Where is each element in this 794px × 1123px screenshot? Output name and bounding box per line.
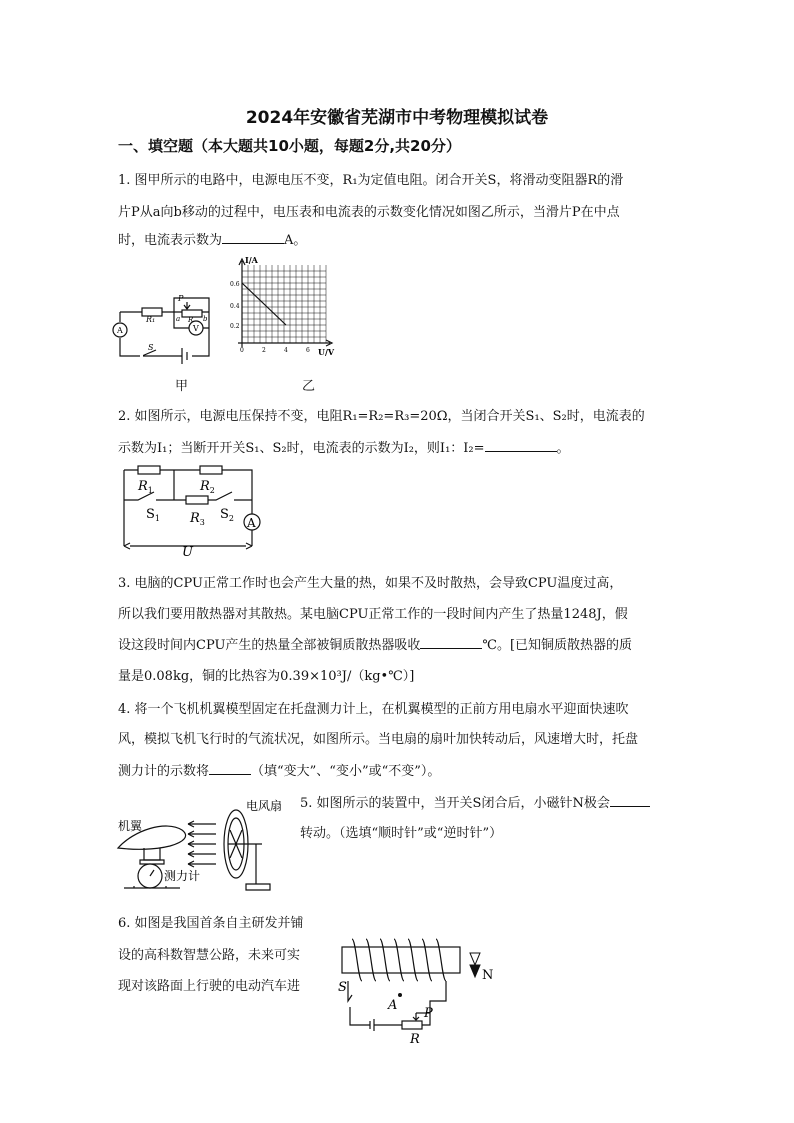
q1-label-s: S [148, 343, 154, 352]
q1-label-a: a [176, 315, 181, 323]
q6-line-1: 6. 如图是我国首条自主研发并铺 [118, 916, 304, 931]
q2-line-2 [118, 437, 570, 456]
q1-answer-blank[interactable] [222, 231, 284, 244]
q5-label-n: N [482, 968, 494, 983]
q1-line-3-unit: A。 [284, 233, 307, 248]
q5-answer-blank[interactable] [610, 794, 650, 807]
q1-graph-xlabel: U/V [318, 347, 335, 357]
q3-line-3 [118, 634, 632, 653]
q1-graph-ytick-0.6: 0.6 [230, 281, 240, 288]
q6-line-3: 现对该路面上行驶的电动汽车进 [118, 979, 301, 994]
q5-label-s: S [338, 980, 347, 995]
q2-label-r2: $R_2$ [200, 479, 215, 495]
q1-circuit-diagram [112, 288, 220, 364]
q1-line-2: 片P从a向b移动的过程中，电压表和电流表的示数变化情况如图乙所示，当滑片P在中点 [118, 205, 620, 220]
q2-label-r3: $R_3$ [190, 511, 205, 527]
q1-graph-ytick-0.4: 0.4 [230, 303, 240, 310]
q5-solenoid-figure [330, 925, 500, 1045]
q1-graph-xtick-6: 6 [306, 347, 310, 354]
q1-ammeter-label: A [117, 326, 123, 335]
q1-line-1: 1. 图甲所示的电路中，电源电压不变，R₁为定值电阻。闭合开关S，将滑动变阻器R的滑 [118, 173, 624, 188]
q2-answer-blank[interactable] [485, 439, 557, 452]
q1-label-r: R [188, 316, 194, 324]
q2-line-2-end: 。 [556, 441, 570, 456]
q3-line-3-end: ℃。[已知铜质散热器的质 [482, 638, 633, 653]
q3-line-3-text: 设这段时间内CPU产生的热量全部被铜质散热器吸收 [118, 638, 421, 653]
q3-line-4: 量是0.08kg，铜的比热容为0.39×10³J/（kg•℃）] [118, 669, 415, 684]
q5-label-r: R [410, 1032, 420, 1045]
q1-caption-b: 乙 [302, 379, 316, 394]
q4-line-2: 风，模拟飞机飞行时的气流状况，如图所示。当电扇的扇叶加快转动后，风速增大时，托盘 [118, 732, 639, 747]
q1-voltmeter-label: V [193, 324, 199, 333]
page-title: 2024年安徽省芜湖市中考物理模拟试卷 [245, 108, 549, 128]
q4-wing-fan-figure [104, 790, 294, 896]
q2-label-r1: $R_1$ [138, 479, 153, 495]
q1-line-3-text: 时，电流表示数为 [118, 233, 223, 248]
q5-label-a: A [388, 998, 398, 1013]
q3-line-1: 3. 电脑的CPU正常工作时也会产生大量的热，如果不及时散热，会导致CPU温度过高， [118, 576, 623, 591]
q4-label-scale: 测力计 [164, 869, 201, 883]
q2-label-u: U [182, 545, 193, 560]
q3-line-2: 所以我们要用散热器对其散热。某电脑CPU正常工作的一段时间内产生了热量1248J，假 [118, 607, 628, 622]
q3-answer-blank[interactable] [420, 636, 482, 649]
q4-label-wing: 机翼 [118, 819, 143, 833]
q5-line-2: 转动。（选填“顺时针”或“逆时针”） [300, 826, 503, 841]
section-heading: 一、填空题（本大题共10小题，每题2分,共20分） [118, 137, 461, 155]
q1-caption-a: 甲 [175, 379, 189, 394]
q4-line-1: 4. 将一个飞机机翼模型固定在托盘测力计上，在机翼模型的正前方用电扇水平迎面快速吹 [118, 702, 629, 717]
q2-label-s1: $S_1$ [146, 507, 160, 523]
q4-answer-blank[interactable] [209, 762, 251, 775]
q1-label-b: b [203, 315, 208, 323]
q2-label-s2: $S_2$ [220, 507, 234, 523]
q6-line-2: 设的高科数智慧公路，未来可实 [118, 948, 301, 963]
q1-graph-xtick-2: 2 [262, 347, 266, 354]
q5-label-p: P [424, 1006, 433, 1021]
q1-graph-ylabel: I/A [245, 255, 258, 265]
q4-line-3-text: 测力计的示数将 [118, 764, 210, 779]
q2-ammeter-label: A [247, 516, 256, 530]
q5-line-1 [300, 792, 650, 811]
q5-line-1-text: 5. 如图所示的装置中，当开关S闭合后，小磁针N极会 [300, 796, 610, 811]
q4-line-3-end: （填“变大”、“变小”或“不变”）。 [251, 764, 441, 779]
q1-iu-graph [228, 255, 340, 360]
q4-label-fan: 电风扇 [246, 799, 283, 813]
q2-line-1: 2. 如图所示，电源电压保持不变，电阻R₁=R₂=R₃=20Ω，当闭合开关S₁、S₂时，电流表的 [118, 409, 645, 424]
q2-line-2-text: 示数为I₁；当断开开关S₁、S₂时，电流表的示数为I₂，则I₁：I₂= [118, 441, 485, 456]
q4-line-3 [118, 760, 440, 779]
q1-line-3 [118, 229, 306, 248]
q1-label-r1: R₁ [146, 315, 156, 324]
q1-graph-xtick-0: 0 [240, 347, 244, 354]
q1-graph-ytick-0.2: 0.2 [230, 323, 240, 330]
q1-graph-xtick-4: 4 [284, 347, 288, 354]
q1-label-p: P [178, 294, 184, 303]
q2-circuit-diagram [116, 460, 274, 560]
